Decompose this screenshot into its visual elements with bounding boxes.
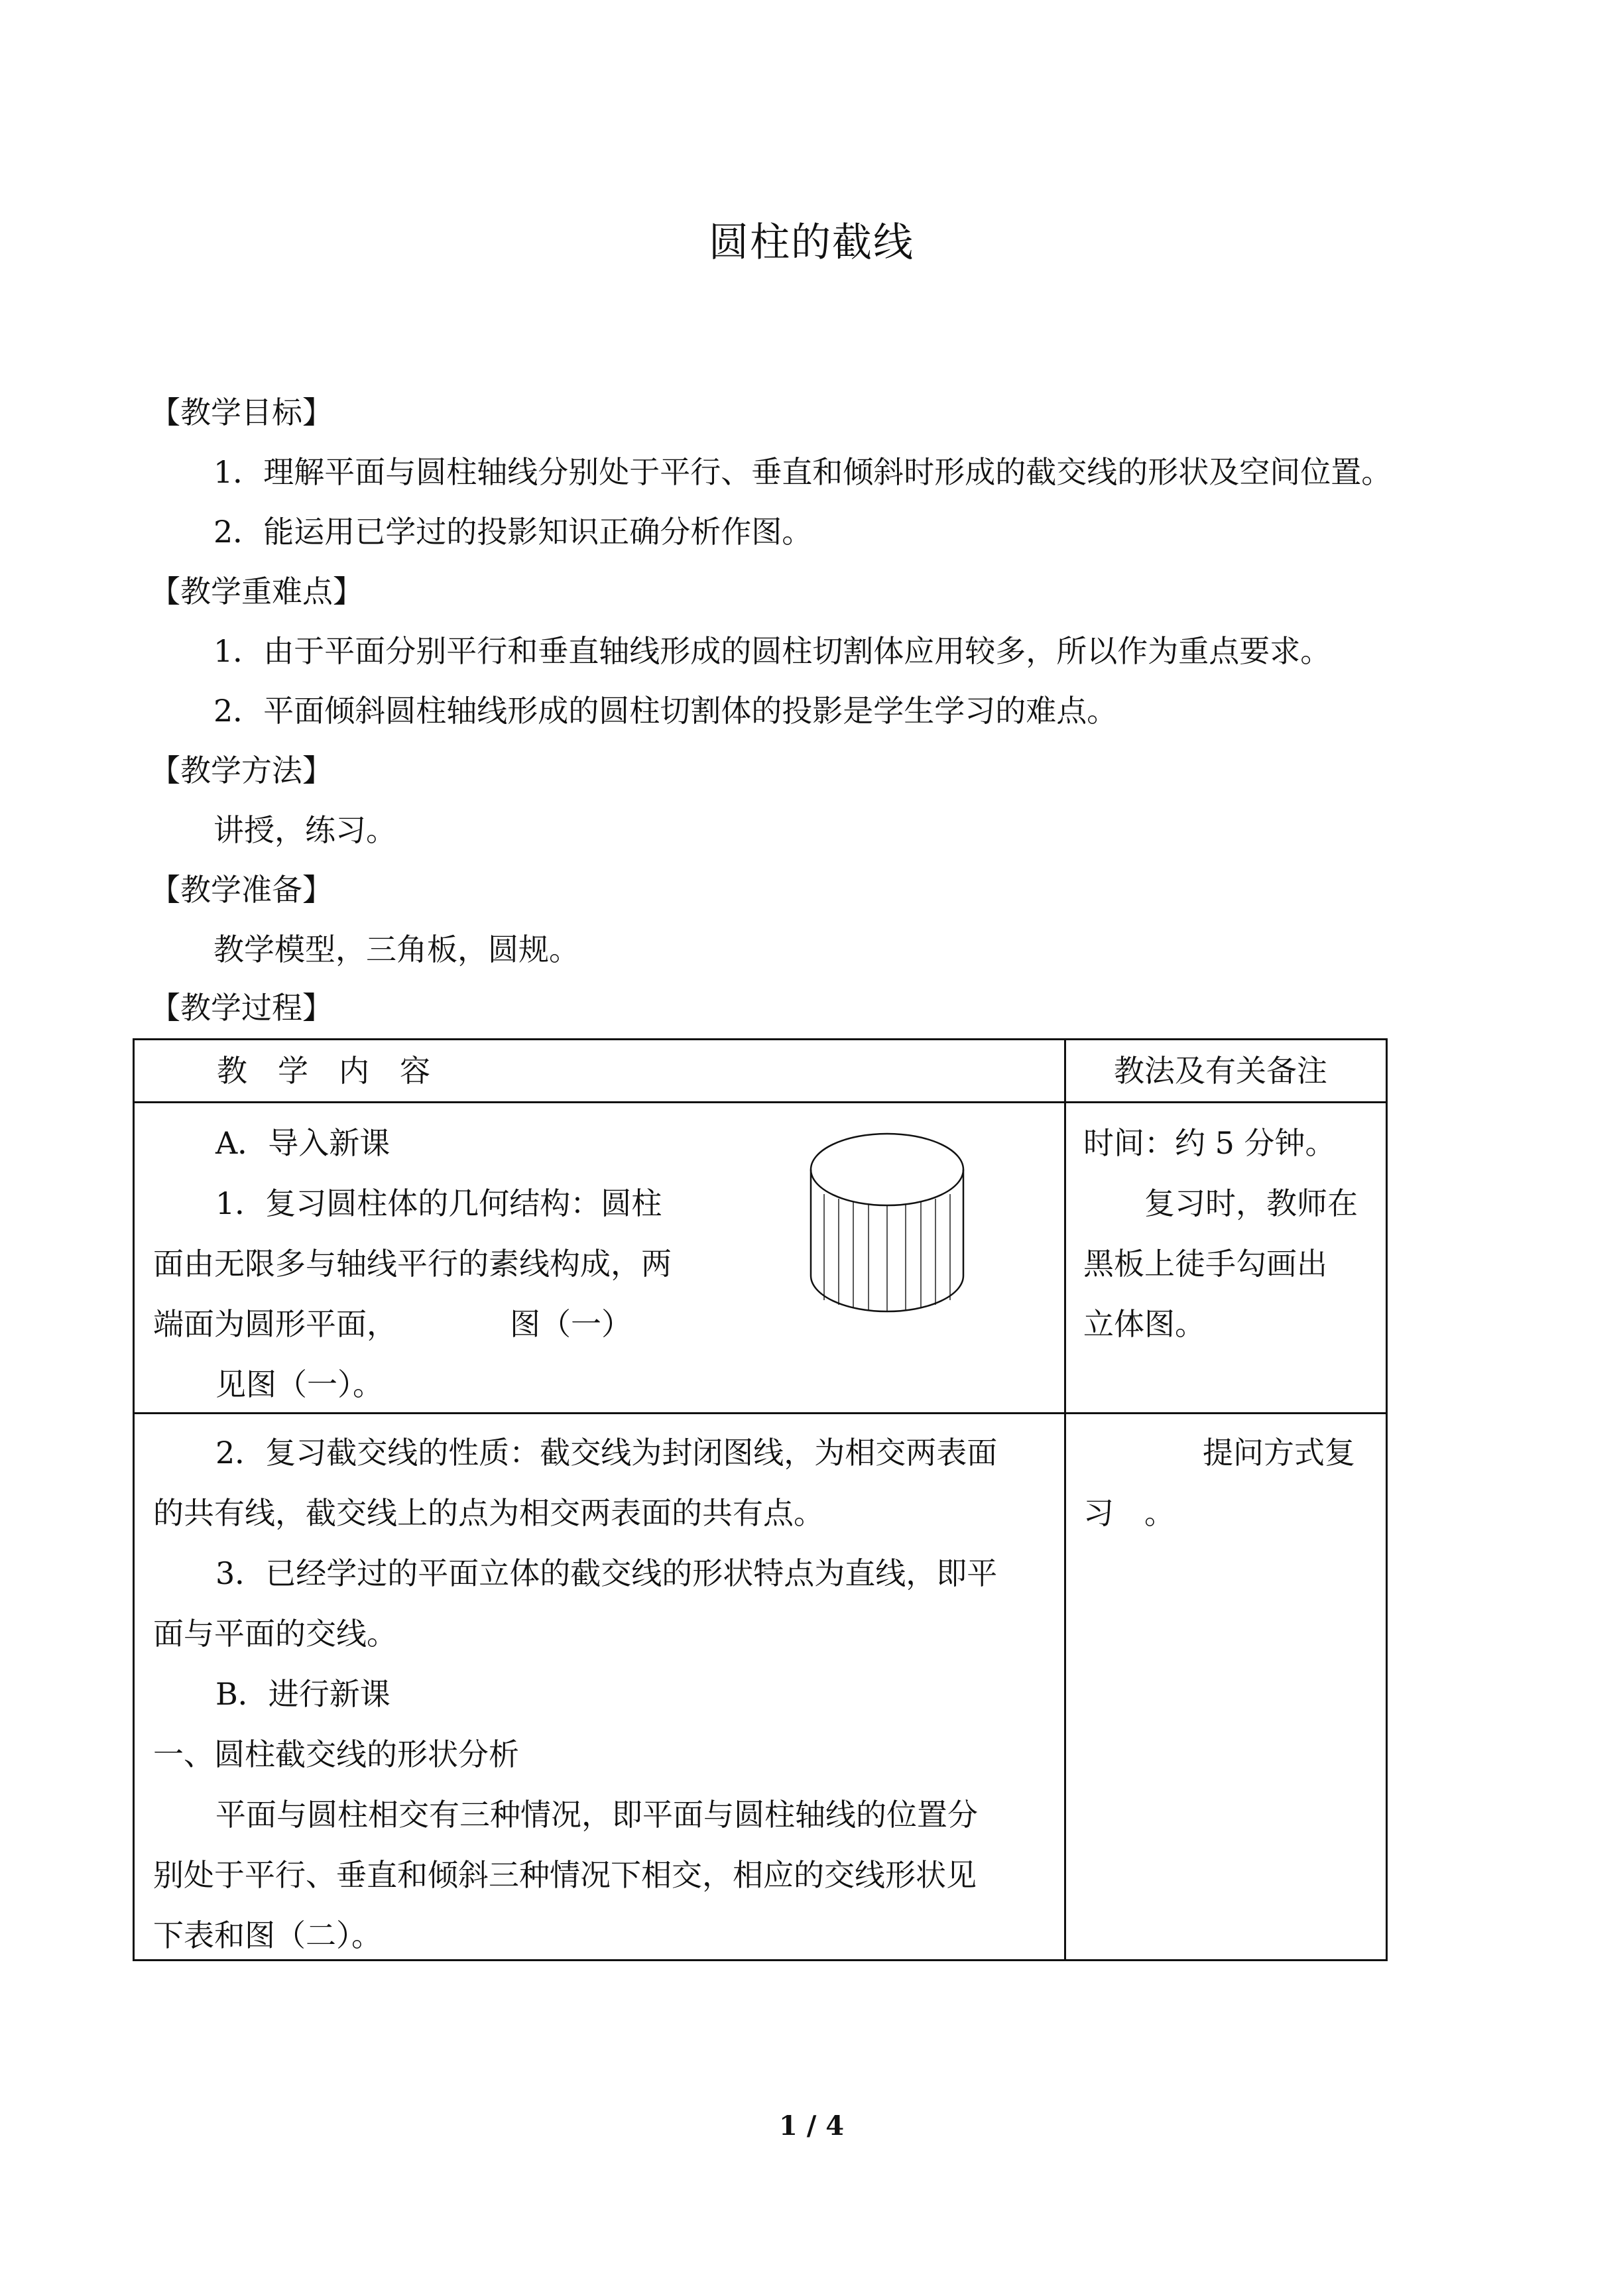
prep-heading: 【教学准备】 [150,872,333,908]
header-notes: 教法及有关备注 [1114,1053,1327,1089]
note-line: 习 。 [1083,1495,1175,1531]
goal-item: 2．能运用已学过的投影知识正确分析作图。 [213,514,813,550]
method-text: 讲授，练习。 [213,812,396,848]
content-line: 下表和图（二）。 [153,1917,382,1953]
content-line: 别处于平行、垂直和倾斜三种情况下相交，相应的交线形状见 [153,1857,977,1893]
page-number: 1 / 4 [778,2110,845,2142]
header-content: 教 学 内 容 [217,1053,430,1089]
content-line: 见图（一）。 [215,1366,383,1402]
cylinder-figure [804,1123,970,1322]
content-line: 一、圆柱截交线的形状分析 [153,1736,519,1772]
figure-caption: 图（一） [510,1306,632,1342]
key-points-heading: 【教学重难点】 [150,574,363,609]
table-header-row [134,1040,1387,1103]
key-point-item: 2．平面倾斜圆柱轴线形成的圆柱切割体的投影是学生学习的难点。 [213,693,1118,729]
key-point-item: 1．由于平面分别平行和垂直轴线形成的圆柱切割体应用较多，所以作为重点要求。 [213,633,1331,669]
goal-item: 1．理解平面与圆柱轴线分别处于平行、垂直和倾斜时形成的截交线的形状及空间位置。 [213,454,1392,490]
content-line: 面由无限多与轴线平行的素线构成，两 [153,1246,672,1282]
content-cell [134,1414,1065,1961]
table-row [134,1414,1387,1961]
method-heading: 【教学方法】 [150,753,333,788]
content-line: 3．已经学过的平面立体的截交线的形状特点为直线，即平 [215,1555,998,1591]
note-line: 立体图。 [1083,1306,1205,1342]
content-line: 2．复习截交线的性质：截交线为封闭图线，为相交两表面 [215,1435,998,1471]
header-notes-cell [1065,1040,1387,1103]
prep-text: 教学模型，三角板，圆规。 [213,932,579,967]
content-line: A．导入新课 [215,1125,391,1161]
content-cell [134,1103,1065,1414]
goals-heading: 【教学目标】 [150,394,333,430]
page-title: 圆柱的截线 [709,219,914,266]
table-row [134,1103,1387,1414]
note-line: 时间：约 5 分钟。 [1083,1125,1336,1161]
note-line: 黑板上徒手勾画出 [1083,1246,1327,1282]
notes-cell [1065,1414,1387,1961]
process-heading: 【教学过程】 [150,990,333,1026]
note-line: 复习时，教师在 [1144,1185,1358,1221]
content-line: B．进行新课 [215,1676,391,1712]
content-line: 面与平面的交线。 [153,1616,397,1652]
process-table [133,1038,1388,1961]
note-line: 提问方式复 [1203,1435,1355,1471]
notes-cell [1065,1103,1387,1414]
content-line: 端面为圆形平面， [153,1306,397,1342]
content-line: 平面与圆柱相交有三种情况，即平面与圆柱轴线的位置分 [215,1797,978,1833]
content-line: 的共有线，截交线上的点为相交两表面的共有点。 [153,1495,824,1531]
content-line: 1．复习圆柱体的几何结构：圆柱 [215,1185,662,1221]
header-content-cell [134,1040,1065,1103]
